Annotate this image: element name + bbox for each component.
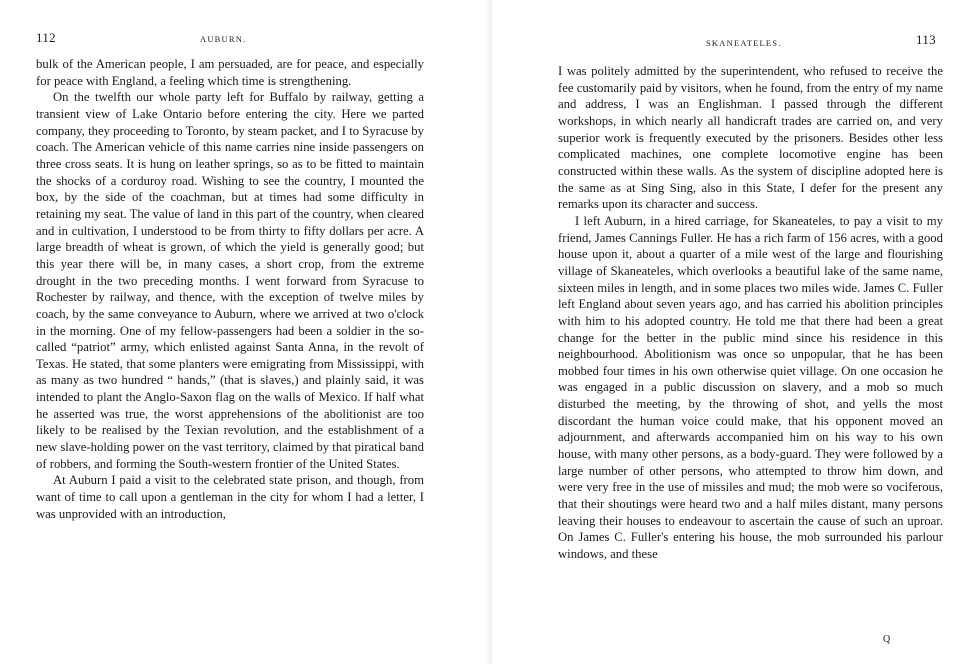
paragraph: I left Auburn, in a hired carriage, for Skaneateles, to pay a visit to my friend, James Cannings Fuller. He has a rich farm of 156 acres, with a good house upon it, about a quarter of a mile west of the large and flourishing village of Skaneateles, which overlooks a beautiful lake of the same name, sixteen miles in length, and in some places two miles wide. James C. Fuller left England about seven years ago, and has carried his abolition principles with him to his adopted country. He told me that there had been a great change for the better in the public mind since his residence in this neighbourhood. Abolitionism was once so unpopular, that he has been mobbed four times in his own otherwise quiet village. On one occasion he was engaged in a public discussion on slavery, and a mob so much disturbed the meeting, by the throwing of shot, and yells the most discordant the human voice could make, that his opponent moved an adjournment, and afterwards accompanied him on his way to his own house, with many other persons, as a body-guard. They were followed by a large number of other persons, who attempted to throw him down, and were very free in the use of missiles and mud; the mob were so vociferous, that their shoutings were heard two and a half miles distant, many persons leaving their houses to endeavour to ascertain the cause of such an uproar. On James C. Fuller's entering his house, the mob surrounded his parlour windows, and these [558,213,943,562]
running-head-left: AUBURN. [200,34,247,44]
page-number-left: 112 [36,30,56,45]
page-number-right: 113 [916,32,936,47]
paragraph: At Auburn I paid a visit to the celebrated state prison, and though, from want of time to call upon a gentleman in the city for whom I had a letter, I was unprovided with an introduction, [36,473,424,521]
signature-mark: Q [883,634,891,645]
paragraph: I was politely admitted by the superintendent, who refused to receive the fee customarily paid by visitors, when he found, from the entry of my name and address, I was an Englishman. I passed through the different workshops, in which nearly all handicraft trades are carried on, and very superior work is frequently executed by the prisoners. Besides other less complicated machines, one complete locomotive engine has been constructed within these walls. As the system of discipline adopted here is the same as at Sing Sing, also in this State, I defer for the present any remarks upon its character and success. [558,64,943,212]
right-page-text [558,63,943,563]
right-page [490,0,980,664]
running-head-right: SKANEATELES. [706,38,782,48]
left-page-text [36,56,424,522]
paragraph: bulk of the American people, I am persuaded, are for peace, and especially for peace with England, a feeling which time is strengthening. [36,57,424,88]
paragraph: On the twelfth our whole party left for Buffalo by railway, getting a transient view of Lake Ontario before entering the city. Here we parted company, they proceeding to Toronto, by steam packet, and I to Syracuse by coach. The American vehicle of this name carries nine inside passengers on three cross seats. It is hung on leather springs, so as to be fitted to maintain the shocks of a corduroy road. Wishing to see the country, I mounted the box, by the side of the coachman, but at times had some difficulty in retaining my seat. The value of land in this part of the country, when cleared and in cultivation, I understood to be from thirty to fifty dollars per acre. A large breadth of wheat is grown, of which the yield is generally good; but this year there will be, in many cases, a short crop, from the extreme drought in the two preceding months. I went forward from Syracuse to Rochester by railway, and thence, with the exception of twelve miles by coach, by the same conveyance to Auburn, where we arrived at two o'clock in the morning. One of my fellow-passengers had been a soldier in the so-called “patriot” army, which enlisted against Santa Anna, in the revolt of Texas. He stated, that some planters were emigrating from Mississippi, with as many as two hundred “ hands,” (that is slaves,) and plainly said, it was intended to plant the Anglo-Saxon flag on the walls of Mexico. If half what he asserted was true, the worst apprehensions of the abolitionist are too likely to be realised by the Texian revolution, and the establishment of a new slave-holding power on the vast territory, claimed by that piratical band of robbers, and forming the South-western frontier of the United States. [36,90,424,471]
